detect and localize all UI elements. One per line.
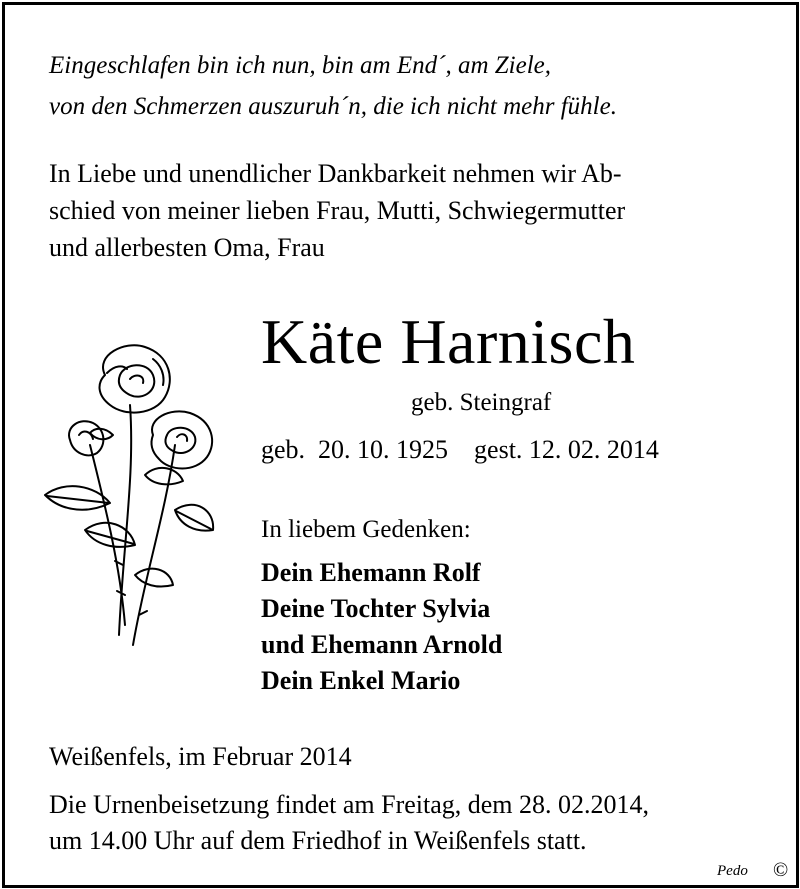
place-date: Weißenfels, im Februar 2014 xyxy=(49,742,352,771)
designer-credit: Pedo xyxy=(717,863,748,879)
copyright-icon: © xyxy=(773,859,789,881)
poem-verse xyxy=(49,45,617,127)
mourners-list xyxy=(261,555,502,699)
mourner-3: und Ehemann Arnold xyxy=(261,630,503,659)
mourner-2: Deine Tochter Sylvia xyxy=(261,594,491,623)
deceased-name: Käte Harnisch xyxy=(261,306,636,377)
poem-line-2: von den Schmerzen auszuruh´n, die ich nicht mehr fühle. xyxy=(49,93,617,120)
burial-notice-line-1: Die Urnenbeisetzung findet am Freitag, dem 28. 02.2014, xyxy=(49,790,650,819)
burial-notice xyxy=(49,787,649,859)
intro-line-1: In Liebe und unendlicher Dankbarkeit nehmen wir Ab- xyxy=(49,159,622,188)
burial-notice-line-2: um 14.00 Uhr auf dem Friedhof in Weißenfels statt. xyxy=(49,826,587,855)
mourner-1: Dein Ehemann Rolf xyxy=(261,558,481,587)
intro-text xyxy=(49,155,769,266)
intro-line-2: schied von meiner lieben Frau, Mutti, Schwiegermutter xyxy=(49,196,626,225)
obituary-frame xyxy=(2,2,799,888)
maiden-name: geb. Steingraf xyxy=(411,389,552,416)
memory-label: In liebem Gedenken: xyxy=(261,516,471,543)
rose-illustration-icon xyxy=(35,335,235,675)
intro-line-3: und allerbesten Oma, Frau xyxy=(49,233,325,262)
mourner-4: Dein Enkel Mario xyxy=(261,666,461,695)
poem-line-1: Eingeschlafen bin ich nun, bin am End´, am Ziele, xyxy=(49,52,552,79)
life-dates: geb. 20. 10. 1925 gest. 12. 02. 2014 xyxy=(261,435,659,464)
